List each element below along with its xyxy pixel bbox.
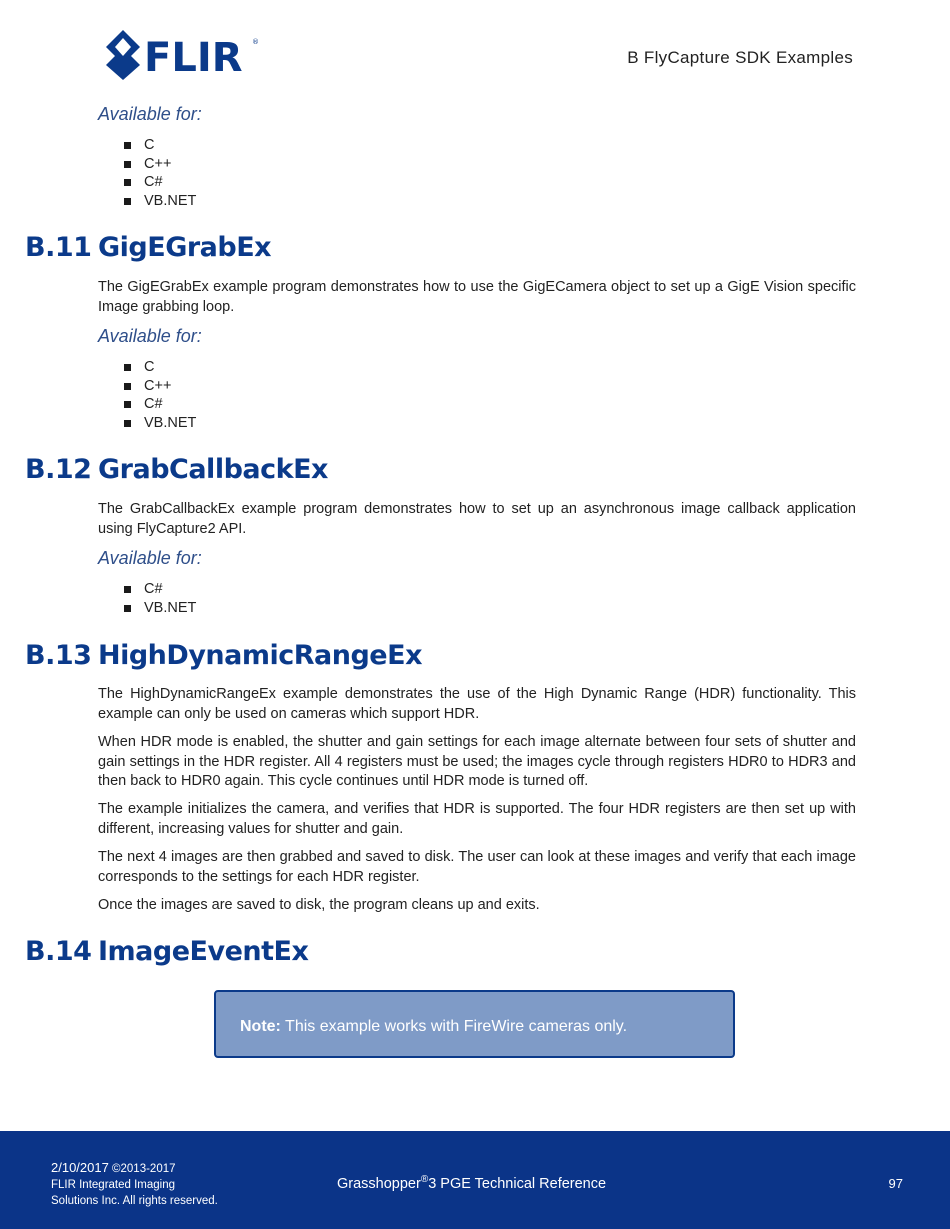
list-item: C <box>124 358 196 377</box>
section-number: B.11 <box>25 232 92 263</box>
available-for-label: Available for: <box>98 104 202 124</box>
section-title: GrabCallbackEx <box>98 454 328 485</box>
svg-text:®: ® <box>252 38 259 46</box>
section-heading-b13 <box>25 640 422 671</box>
paragraph: The next 4 images are then grabbed and saved to disk. The user can look at these images and verify that each image corresponds to the settings for each HDR register. <box>98 849 856 885</box>
section-title: ImageEventEx <box>98 936 309 967</box>
footer-doc-title <box>337 1174 606 1192</box>
section-heading-b12 <box>25 454 328 485</box>
list-item: VB.NET <box>124 599 196 618</box>
paragraph: The HighDynamicRangeEx example demonstrates the use of the High Dynamic Range (HDR) functionality. This example can only be used on cameras which support HDR. <box>98 686 856 722</box>
paragraph: The example initializes the camera, and verifies that HDR is supported. The four HDR registers are then set up with different, increasing values for shutter and gain. <box>98 801 856 837</box>
section-heading-b11 <box>25 232 271 263</box>
section-number: B.12 <box>25 454 92 485</box>
section-number: B.13 <box>25 640 92 671</box>
doc-title-post: 3 PGE Technical Reference <box>428 1175 607 1192</box>
list-item: C <box>124 136 196 155</box>
registered-mark: ® <box>420 1174 429 1185</box>
paragraph: When HDR mode is enabled, the shutter and gain settings for each image alternate between four sets of shutter and gain settings in the HDR register. All 4 registers must be used; the images cycle through registers HDR0 to HDR3 and then back to HDR0 again. This cycle continues until HDR mode is turned off. <box>98 734 856 789</box>
note-label: Note: <box>240 1018 281 1035</box>
paragraph: Once the images are saved to disk, the program cleans up and exits. <box>98 897 540 913</box>
paragraph: The GrabCallbackEx example program demonstrates how to set up an asynchronous image callback application using FlyCapture2 API. <box>98 501 856 537</box>
note-text <box>240 1018 627 1036</box>
list-item: C# <box>124 173 196 192</box>
header-section-title: B FlyCapture SDK Examples <box>627 48 853 67</box>
language-list <box>124 136 196 210</box>
available-for-label: Available for: <box>98 548 202 568</box>
list-item: C# <box>124 395 196 414</box>
note-body: This example works with FireWire cameras only. <box>285 1018 628 1035</box>
note-box <box>214 990 735 1058</box>
list-item: VB.NET <box>124 414 196 433</box>
footer-date: 2/10/2017 <box>51 1160 109 1175</box>
section-heading-b14 <box>25 936 308 967</box>
footer-company-line2: Solutions Inc. All rights reserved. <box>51 1195 218 1207</box>
paragraph: The GigEGrabEx example program demonstrates how to use the GigECamera object to set up a GigE Vision specific Image grabbing loop. <box>98 279 856 315</box>
flir-logo <box>104 28 264 82</box>
footer-company-line1: FLIR Integrated Imaging <box>51 1179 176 1191</box>
language-list <box>124 580 196 617</box>
doc-title-pre: Grasshopper <box>337 1175 421 1192</box>
list-item: C++ <box>124 377 196 396</box>
language-list <box>124 358 196 432</box>
list-item: C++ <box>124 155 196 174</box>
page-number: 97 <box>888 1176 903 1191</box>
list-item: C# <box>124 580 196 599</box>
logo-wordmark: FLIR <box>144 35 243 81</box>
section-title: HighDynamicRangeEx <box>98 640 422 671</box>
available-for-label: Available for: <box>98 326 202 346</box>
list-item: VB.NET <box>124 192 196 211</box>
section-title: GigEGrabEx <box>98 232 272 263</box>
footer-copyright <box>51 1160 218 1209</box>
footer-years: ©2013-2017 <box>112 1163 176 1175</box>
page-footer <box>0 1131 950 1229</box>
section-number: B.14 <box>25 936 92 967</box>
